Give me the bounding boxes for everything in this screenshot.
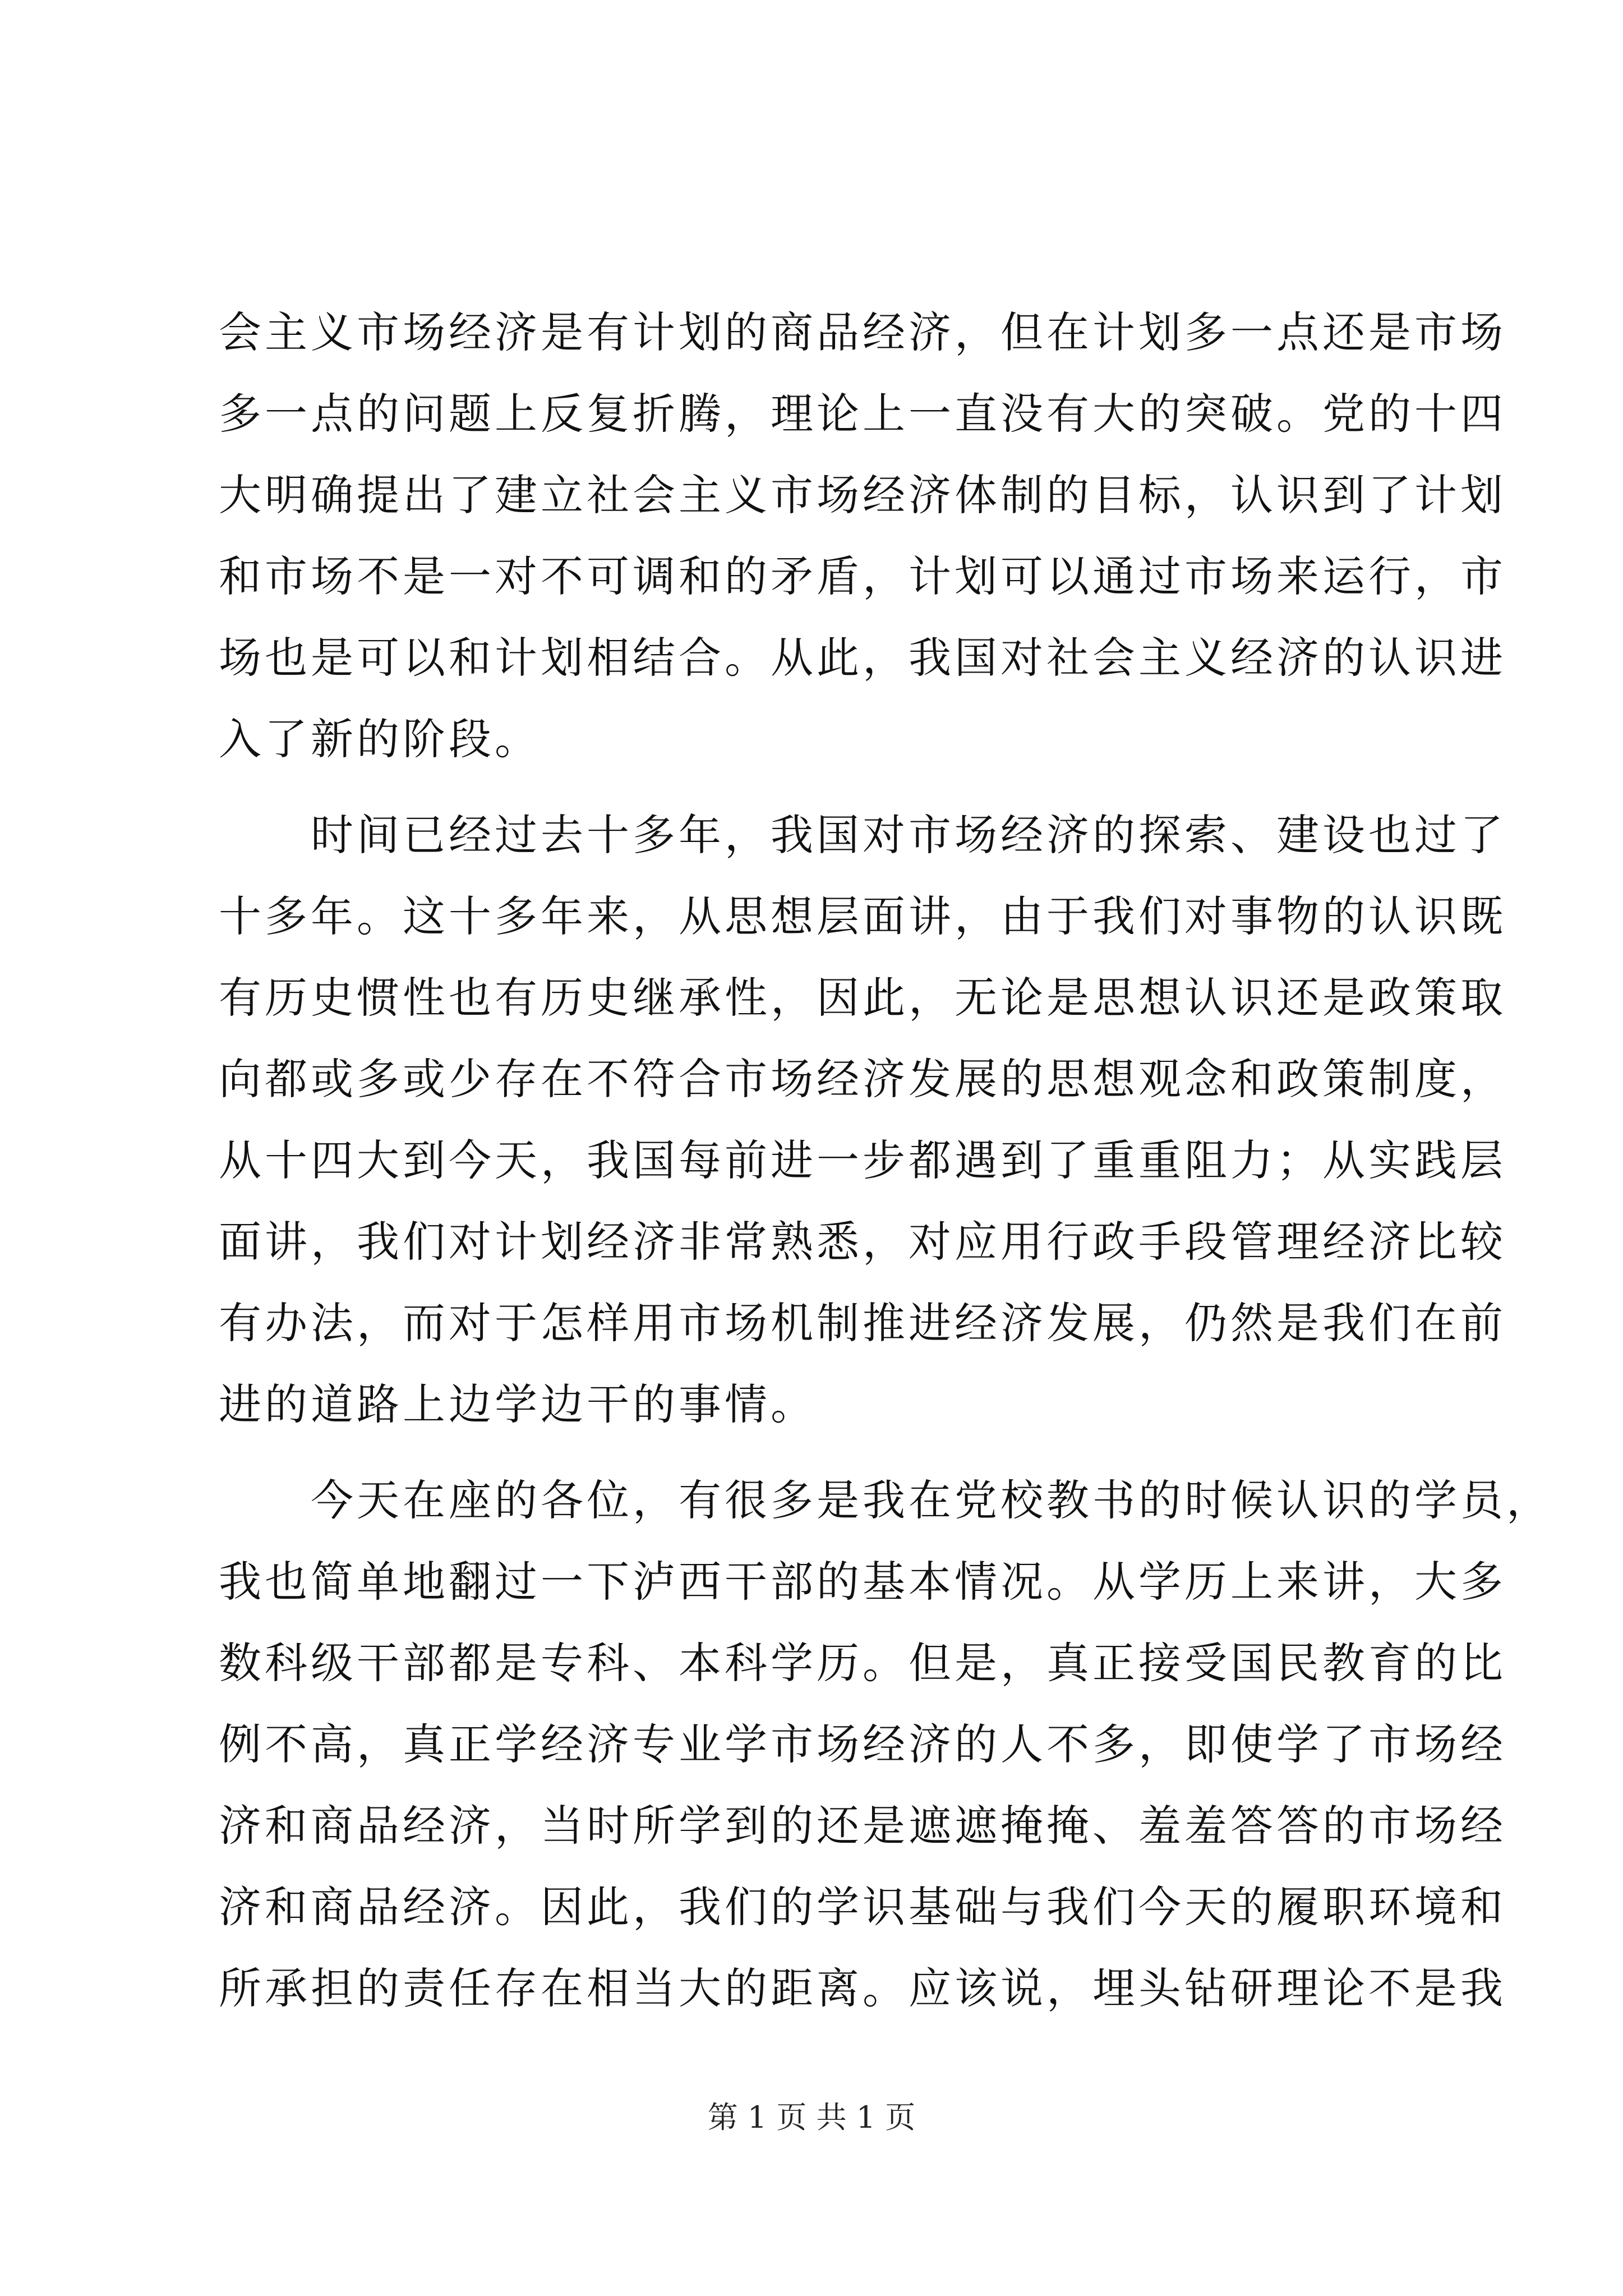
text-line: 大明确提出了建立社会主义市场经济体制的目标，认识到了计划 (219, 470, 1506, 520)
text-line: 例不高，真正学经济专业学市场经济的人不多，即使学了市场经 (219, 1719, 1506, 1769)
text-line: 我也简单地翻过一下泸西干部的基本情况。从学历上来讲，大多 (219, 1557, 1506, 1607)
text-line: 十多年。这十多年来，从思想层面讲，由于我们对事物的认识既 (219, 891, 1506, 941)
paragraph-start-line: 时间已经过去十多年，我国对市场经济的探索、建设也过了 (219, 810, 1506, 860)
text-line: 济和商品经济。因此，我们的学识基础与我们今天的履职环境和 (219, 1882, 1506, 1932)
document-body (219, 292, 1552, 2029)
paragraph-start-line: 今天在座的各位，有很多是我在党校教书的时候认识的学员， (219, 1475, 1552, 1525)
text-line: 向都或多或少存在不符合市场经济发展的思想观念和政策制度， (219, 1054, 1506, 1104)
text-line: 入了新的阶段。 (219, 714, 541, 764)
text-line: 有历史惯性也有历史继承性，因此，无论是思想认识还是政策取 (219, 973, 1506, 1023)
text-line: 和市场不是一对不可调和的矛盾，计划可以通过市场来运行，市 (219, 551, 1506, 601)
text-line: 进的道路上边学边干的事情。 (219, 1379, 817, 1429)
text-line: 数科级干部都是专科、本科学历。但是，真正接受国民教育的比 (219, 1638, 1506, 1688)
text-line: 会主义市场经济是有计划的商品经济，但在计划多一点还是市场 (219, 307, 1506, 357)
text-line: 有办法，而对于怎样用市场机制推进经济发展，仍然是我们在前 (219, 1298, 1506, 1348)
text-line: 济和商品经济，当时所学到的还是遮遮掩掩、羞羞答答的市场经 (219, 1801, 1506, 1851)
text-line: 所承担的责任存在相当大的距离。应该说，埋头钻研理论不是我 (219, 1963, 1506, 2013)
text-line: 场也是可以和计划相结合。从此，我国对社会主义经济的认识进 (219, 633, 1506, 683)
text-line: 从十四大到今天，我国每前进一步都遇到了重重阻力；从实践层 (219, 1135, 1506, 1185)
text-line: 面讲，我们对计划经济非常熟悉，对应用行政手段管理经济比较 (219, 1217, 1506, 1267)
page-number-footer: 第 1 页 共 1 页 (707, 2100, 916, 2135)
text-line: 多一点的问题上反复折腾，理论上一直没有大的突破。党的十四 (219, 389, 1506, 439)
